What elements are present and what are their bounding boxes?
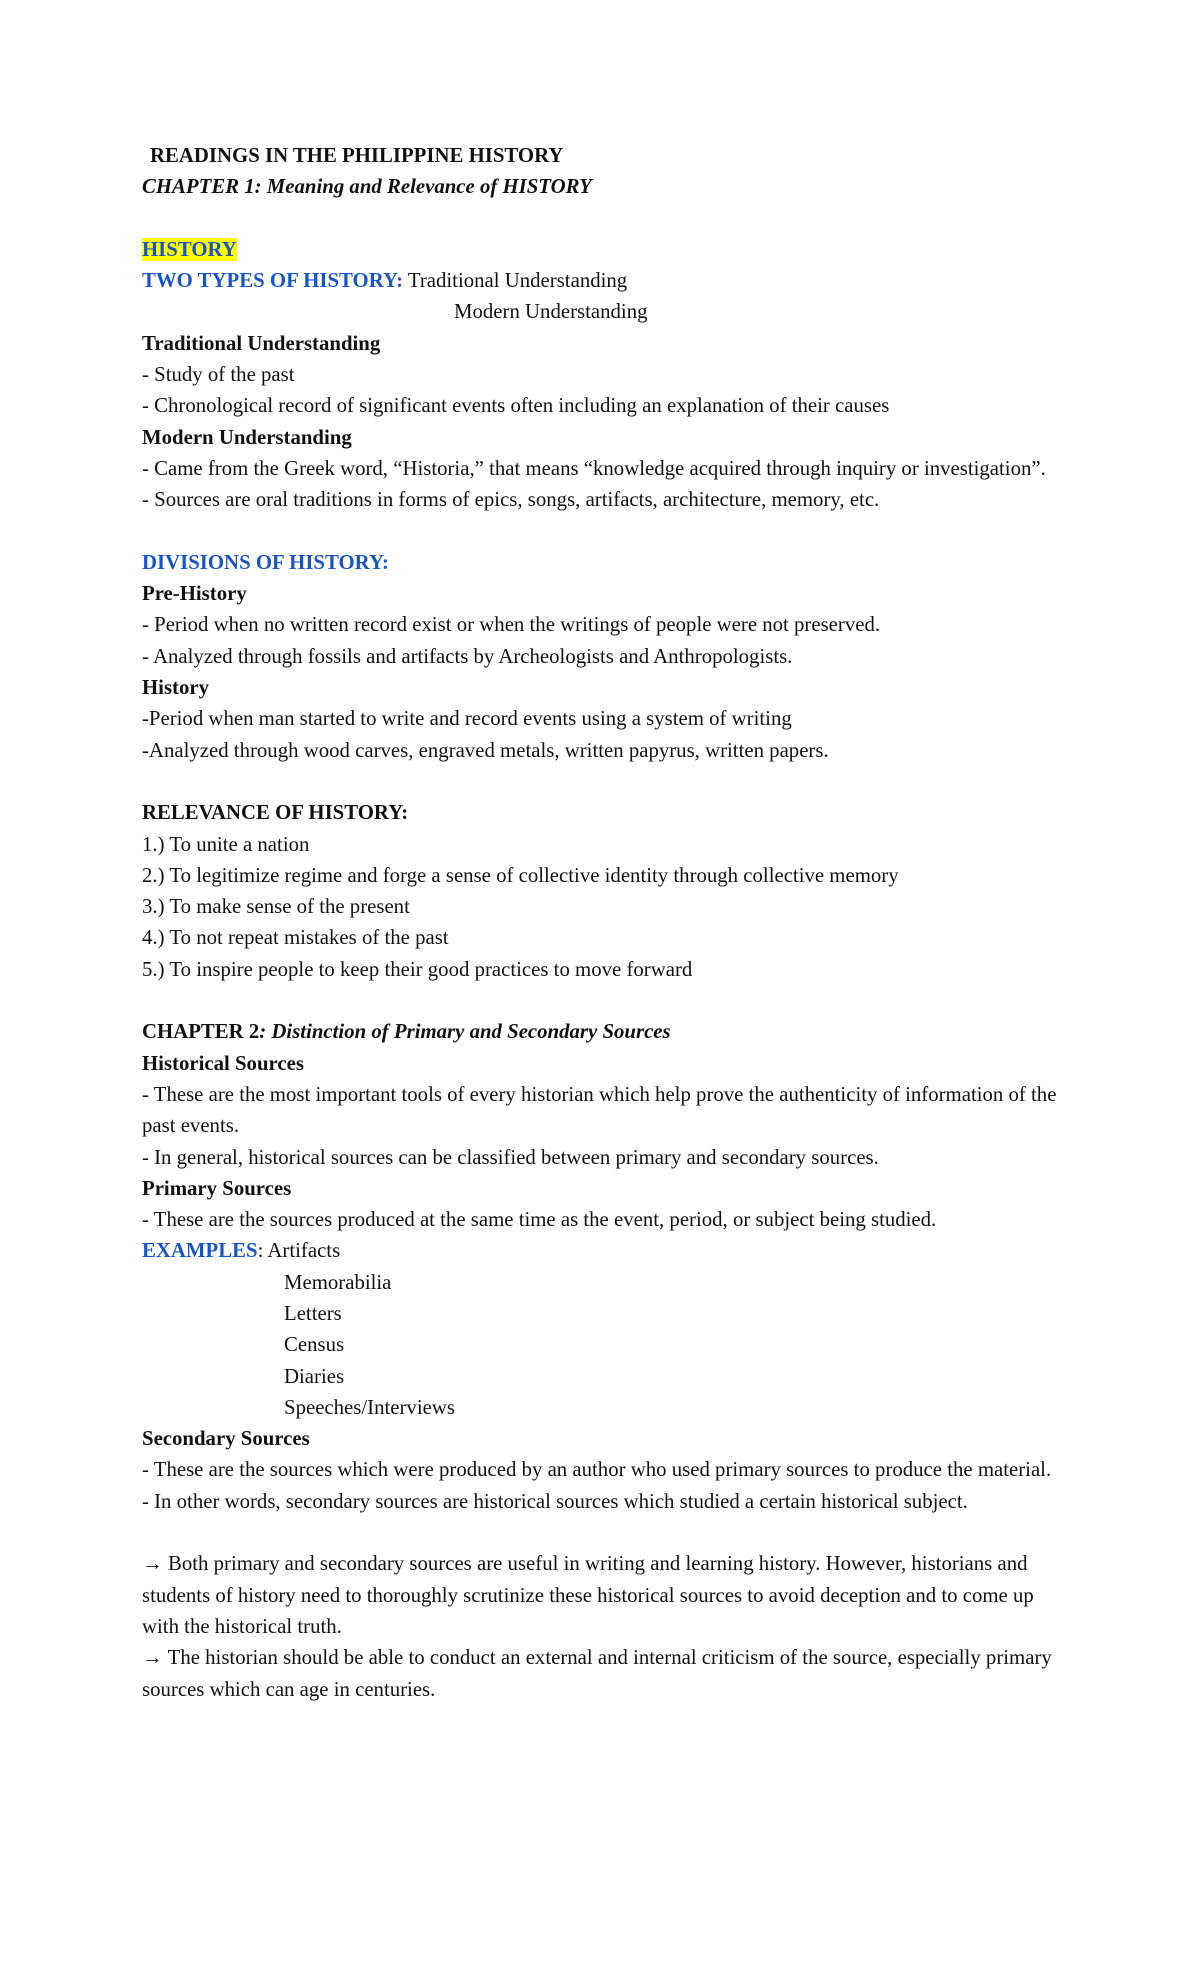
primary-sources-heading: Primary Sources	[142, 1176, 292, 1200]
examples-label: EXAMPLES	[142, 1239, 258, 1263]
spacer	[142, 516, 1072, 547]
type-modern: Modern Understanding	[454, 300, 648, 324]
relevance-item: 1.) To unite a nation	[142, 832, 310, 856]
relevance-item: 2.) To legitimize regime and forge a sense of collective identity through collective memory	[142, 863, 899, 887]
example-item: Artifacts	[267, 1239, 341, 1263]
chapter-1-title: CHAPTER 1: Meaning and Relevance of HISTORY	[142, 175, 592, 199]
secondary-sources-point: - These are the sources which were produced by an author who used primary sources to produce the material.	[142, 1458, 1052, 1482]
type-traditional: Traditional Understanding	[407, 269, 628, 293]
chapter-2-title	[142, 1016, 1072, 1047]
chapter-2-subtitle: : Distinction of Primary and Secondary Sources	[259, 1020, 671, 1044]
example-item: Speeches/Interviews	[284, 1395, 455, 1419]
relevance-item: 3.) To make sense of the present	[142, 895, 410, 919]
history-period-point: -Analyzed through wood carves, engraved metals, written papyrus, written papers.	[142, 738, 829, 762]
historical-sources-heading: Historical Sources	[142, 1051, 304, 1075]
spacer	[142, 203, 1072, 234]
history-period-heading: History	[142, 676, 210, 700]
example-item: Census	[284, 1333, 345, 1357]
document-title: READINGS IN THE PHILIPPINE HISTORY	[150, 144, 564, 167]
note-paragraph: → The historian should be able to conduct an external and internal criticism of the source, especially primary sources which can age in centuries.	[142, 1646, 1052, 1701]
modern-heading: Modern Understanding	[142, 425, 352, 449]
modern-point: - Came from the Greek word, “Historia,” that means “knowledge acquired through inquiry or investigation”.	[142, 456, 1046, 480]
prehistory-heading: Pre-History	[142, 582, 247, 606]
relevance-item: 4.) To not repeat mistakes of the past	[142, 926, 449, 950]
historical-sources-point: - In general, historical sources can be classified between primary and secondary sources.	[142, 1145, 879, 1169]
spacer	[142, 1517, 1072, 1548]
chapter-2-label: CHAPTER 2	[142, 1020, 260, 1044]
primary-sources-point: - These are the sources produced at the same time as the event, period, or subject being studied.	[142, 1208, 937, 1232]
prehistory-point: - Analyzed through fossils and artifacts by Archeologists and Anthropologists.	[142, 644, 793, 668]
divisions-heading: DIVISIONS OF HISTORY:	[142, 550, 389, 574]
types-line	[142, 265, 1072, 296]
modern-point: - Sources are oral traditions in forms of epics, songs, artifacts, architecture, memory, etc.	[142, 488, 880, 512]
spacer	[142, 985, 1072, 1016]
traditional-heading: Traditional Understanding	[142, 331, 381, 355]
example-item: Letters	[284, 1301, 342, 1325]
traditional-point: - Chronological record of significant events often including an explanation of their causes	[142, 394, 890, 418]
relevance-heading: RELEVANCE OF HISTORY:	[142, 801, 409, 825]
document-body	[142, 140, 1072, 1705]
examples-colon: :	[257, 1239, 264, 1263]
note-paragraph: → Both primary and secondary sources are useful in writing and learning history. However, historians and students of history need to thoroughly scrutinize these historical sources to avoid deception and to come up with the historical truth.	[142, 1552, 1034, 1638]
prehistory-point: - Period when no written record exist or when the writings of people were not preserved.	[142, 613, 881, 637]
relevance-item: 5.) To inspire people to keep their good practices to move forward	[142, 957, 693, 981]
history-heading-line	[142, 234, 1072, 265]
history-heading: HISTORY	[142, 237, 237, 261]
example-item: Diaries	[284, 1364, 345, 1388]
example-item: Memorabilia	[284, 1270, 392, 1294]
traditional-point: - Study of the past	[142, 363, 295, 387]
secondary-sources-point: - In other words, secondary sources are historical sources which studied a certain historical subject.	[142, 1489, 968, 1513]
examples-line	[142, 1235, 1072, 1266]
historical-sources-point: - These are the most important tools of every historian which help prove the authenticity of information of the past events.	[142, 1082, 1057, 1138]
types-heading: TWO TYPES OF HISTORY:	[142, 269, 404, 293]
spacer	[142, 766, 1072, 797]
history-period-point: -Period when man started to write and record events using a system of writing	[142, 707, 792, 731]
secondary-sources-heading: Secondary Sources	[142, 1427, 310, 1451]
